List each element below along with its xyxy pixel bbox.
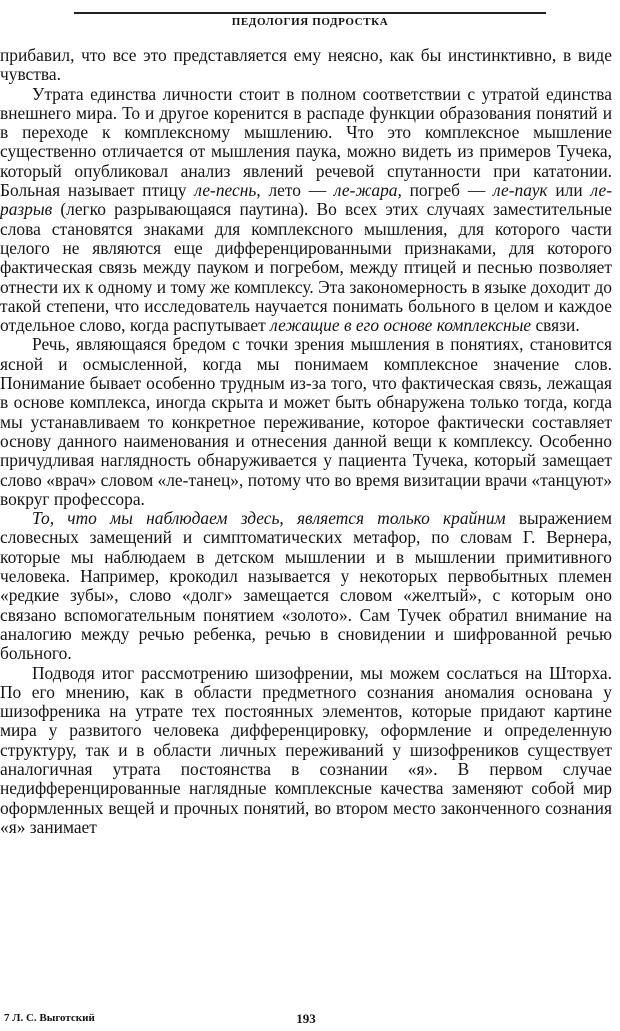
paragraph-2-italic-le-zhara: ле-жара,	[333, 180, 402, 201]
paragraph-2-text-k: связи.	[531, 315, 580, 336]
page-footer	[0, 1012, 612, 1028]
paragraph-2-italic-le-pesn: ле-песнь,	[194, 180, 261, 201]
header-rule	[74, 12, 546, 14]
paragraph-5: Подводя итог рассмотрению шизофрении, мы можем сослаться на Шторха. По его мнению, как в области предметного сознания аномалия основана у шизофреника на утрате тех постоянных элементов, которые придают картине мира у развитого человека дифференцировку, оформление и определенную структуру, так и в области личных переживаний у шизофреников существует аналогичная утрата постоянства в сознании «я». В первом случае недифференцированные наглядные комплексные качества заменяют собой мир оформленных вещей и прочных понятий, во втором место законченного сознания «я» занимает	[0, 662, 612, 837]
page-number: 193	[296, 1011, 316, 1026]
paragraph-2-italic-complex: лежащие в его основе комплексные	[270, 315, 532, 336]
paragraph-2-text-e: погреб —	[401, 180, 494, 201]
printer-signature: 7 Л. С. Выготский	[4, 1012, 95, 1024]
paragraph-1: прибавил, что все это представляется ему неясно, как бы инстинктивно, в виде чувства.	[0, 45, 612, 85]
running-head: ПЕДОЛОГИЯ ПОДРОСТКА	[231, 16, 389, 28]
paragraph-2-text-i: (легко разрывающаяся паутина). Во всех этих случаях заместительные слова становятся знаками для комплексного мышления, для которого части целого не являются еще дифференцированными признаками, для которого фактическая связь между пауком и погребом, между птицей и песнью позволяет отнести их к одному и тому же комплексу. Эта закономерность в языке доходит до такой степени, что исследователь научается понимать больного в целом и каждое отдельное слово, когда распутывает	[0, 199, 612, 336]
paragraph-2-text-c: лето —	[260, 180, 334, 201]
body-text	[0, 46, 612, 837]
paragraph-2-italic-le-razryv: ле-разрыв	[0, 180, 612, 220]
paragraph-2	[0, 85, 612, 336]
paragraph-4	[0, 509, 612, 663]
paragraph-2-text-g: или	[547, 180, 591, 201]
paragraph-4-italic-lead: То, что мы наблюдаем здесь, является только крайним	[32, 508, 506, 529]
paragraph-3: Речь, являющаяся бредом с точки зрения мышления в понятиях, становится ясной и осмысленной, когда мы понимаем комплексное значение слов. Понимание бывает особенно трудным из-за того, что фактическая связь, лежащая в основе комплекса, иногда скрыта и может быть обнаружена только тогда, когда мы устанавливаем то конкретное переживание, которое фактически составляет основу данного наименования и отнесения данной вещи к комплексу. Особенно причудливая наглядность обнаруживается у пациента Тучека, который замещает слово «врач» словом «ле-танец», потому что во время визитации врачи «танцуют» вокруг профессора.	[0, 334, 612, 509]
paragraph-2-italic-le-pauk: ле-паук	[493, 180, 548, 201]
paragraph-4-text: выражением словесных замещений и симптоматических метафор, по словам Г. Вернера, которые мы наблюдаем в детском мышлении и в мышлении примитивного человека. Например, крокодил называется у некоторых первобытных племен «редкие зубы», слово «долг» замещается словом «желтый», с которым оно связано вспомогательным понятием «золото». Сам Тучек обратил внимание на аналогию между речью ребенка, речью в сновидении и шифрованной речью больного.	[0, 508, 612, 664]
paragraph-2-text-a: Утрата единства личности стоит в полном соответствии с утратой единства внешнего мира. То и другое коренится в распаде функции образования понятий и в переходе к комплексному мышлению. Что это комплексное мышление существенно отличается от мышления паука, можно видеть из примеров Тучека, который опубликовал анализ явлений речевой спутанности при кататонии. Больная называет птицу	[0, 83, 612, 201]
